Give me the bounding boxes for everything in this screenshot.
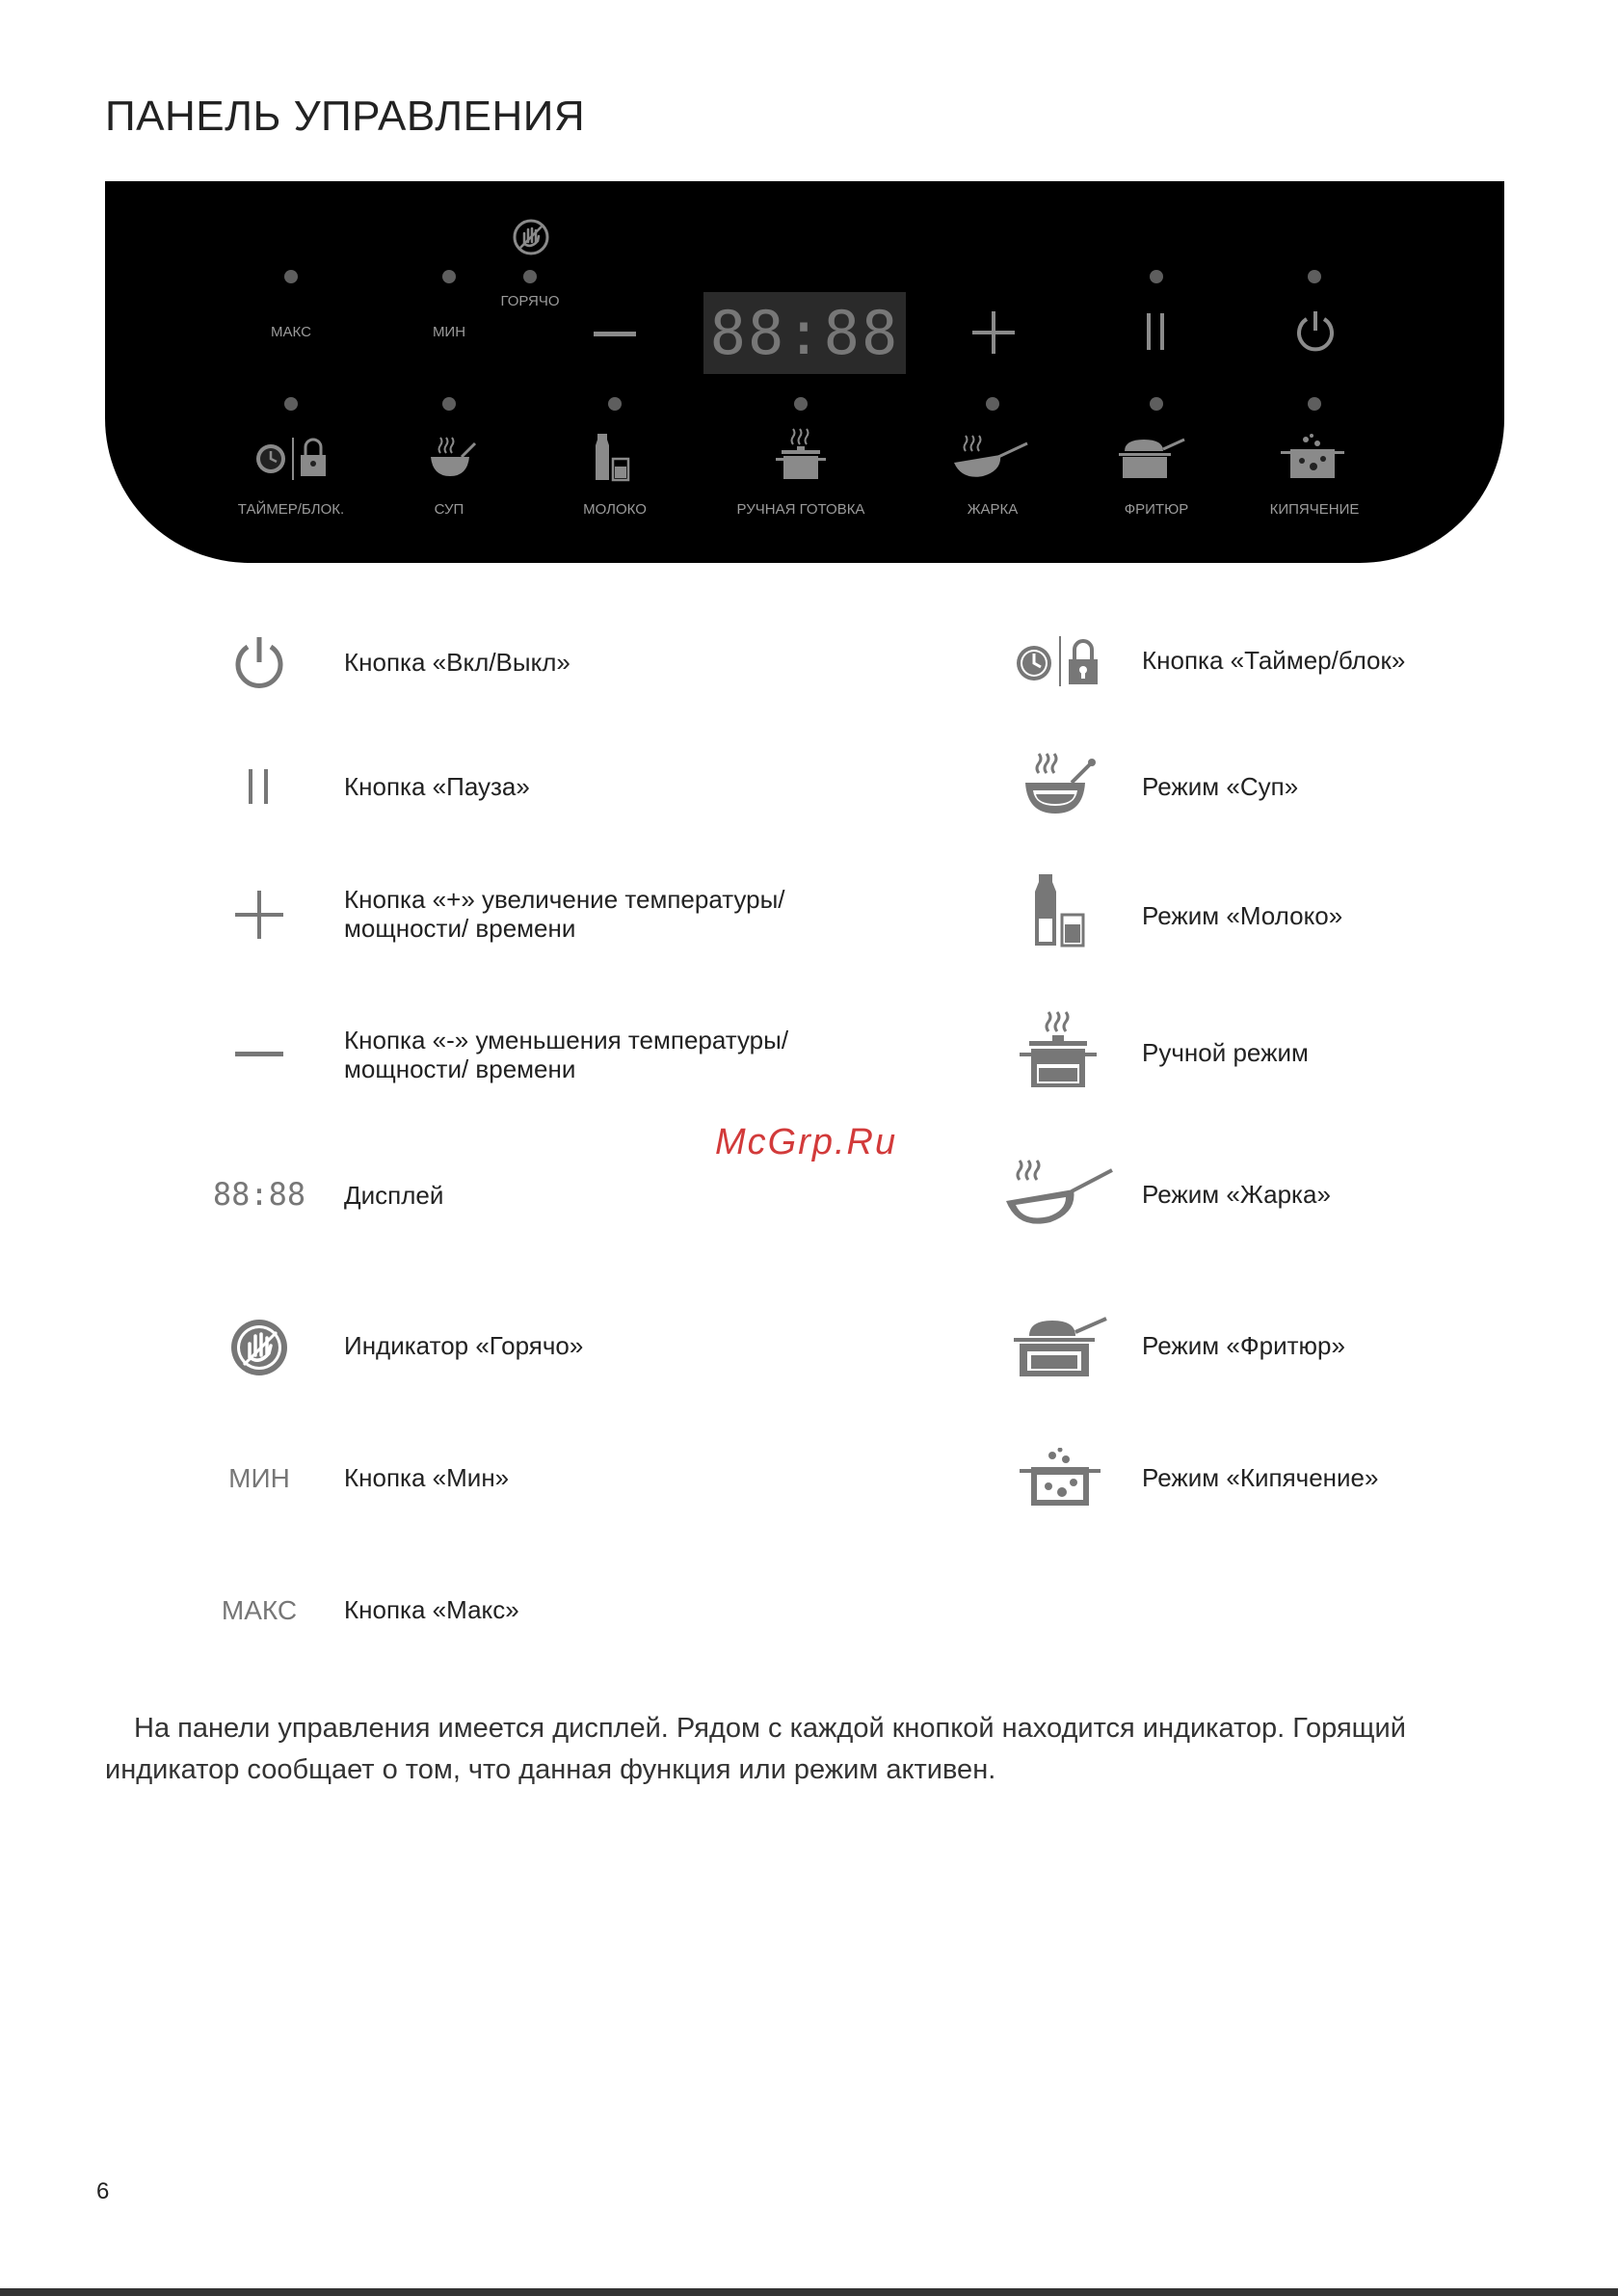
indicator-hot (523, 270, 537, 283)
milk-icon (1031, 874, 1089, 948)
page-title: ПАНЕЛЬ УПРАВЛЕНИЯ (105, 93, 586, 140)
legend-display-text: Дисплей (344, 1181, 444, 1210)
minus-icon (235, 1051, 283, 1058)
legend-deep-fry-text: Режим «Фритюр» (1142, 1331, 1345, 1360)
legend-plus-text: Кнопка «+» увеличение температуры/ мощности/ времени (344, 885, 785, 943)
plus-button[interactable] (972, 311, 1015, 354)
mode-label-soup: СУП (434, 501, 464, 518)
timer-lock-icon (1015, 634, 1103, 688)
indicator-max (284, 270, 298, 283)
pause-icon (247, 769, 272, 806)
legend-minus-text: Кнопка «-» уменьшения температуры/ мощности/ времени (344, 1026, 789, 1083)
page-number: 6 (96, 2178, 110, 2204)
pause-button[interactable] (1145, 313, 1168, 352)
max-button[interactable]: МАКС (271, 324, 311, 340)
control-panel (105, 181, 1504, 563)
frying-button[interactable] (952, 434, 1029, 482)
legend-max-text: Кнопка «Макс» (344, 1595, 519, 1624)
legend-boil-text: Режим «Кипячение» (1142, 1463, 1379, 1492)
frying-pan-icon (1004, 1157, 1114, 1230)
min-button[interactable]: МИН (432, 324, 466, 340)
mode-label-deep-fry: ФРИТЮР (1124, 501, 1189, 518)
mode-label-fry: ЖАРКА (967, 501, 1019, 518)
mode-label-timer: ТАЙМЕР/БЛОК. (237, 501, 345, 518)
soup-icon (1021, 752, 1097, 819)
legend-timer-text: Кнопка «Таймер/блок» (1142, 646, 1406, 675)
legend-power-text: Кнопка «Вкл/Выкл» (344, 648, 570, 677)
hot-label: ГОРЯЧО (500, 293, 560, 309)
hot-hand-icon (228, 1317, 290, 1378)
legend-manual-text: Ручной режим (1142, 1038, 1309, 1067)
manual-cooking-button[interactable] (774, 427, 828, 483)
max-icon: МАКС (221, 1595, 298, 1625)
boiling-button[interactable] (1279, 434, 1348, 482)
indicator-deep-fry (1150, 397, 1163, 411)
timer-lock-button[interactable] (254, 434, 332, 482)
mode-label-manual: РУЧНАЯ ГОТОВКА (736, 501, 865, 518)
indicator-milk (608, 397, 622, 411)
legend-fry-text: Режим «Жарка» (1142, 1180, 1331, 1209)
indicator-fry (986, 397, 999, 411)
legend-pause-text: Кнопка «Пауза» (344, 772, 530, 801)
hot-hand-icon (512, 218, 550, 256)
pot-icon (1020, 1010, 1097, 1091)
legend-soup-text: Режим «Суп» (1142, 772, 1299, 801)
boiling-icon (1020, 1448, 1101, 1508)
legend-hot-text: Индикатор «Горячо» (344, 1331, 584, 1360)
indicator-pause (1150, 270, 1163, 283)
indicator-soup (442, 397, 456, 411)
mode-label-boil: КИПЯЧЕНИЕ (1269, 501, 1360, 518)
milk-button[interactable] (592, 434, 634, 482)
deep-fryer-icon (1010, 1313, 1110, 1378)
indicator-timer (284, 397, 298, 411)
indicator-power (1308, 270, 1321, 283)
deep-fry-button[interactable] (1115, 434, 1186, 482)
minus-button[interactable] (594, 331, 636, 338)
display (703, 292, 906, 374)
display-value: 88:88 (709, 298, 900, 368)
indicator-boil (1308, 397, 1321, 411)
watermark: McGrp.Ru (715, 1122, 898, 1162)
indicator-manual (794, 397, 808, 411)
plus-icon (235, 891, 283, 939)
power-icon (232, 635, 286, 691)
display-icon: 88:88 (212, 1176, 306, 1213)
power-button[interactable] (1293, 309, 1338, 354)
soup-button[interactable] (427, 434, 477, 482)
legend-min-text: Кнопка «Мин» (344, 1463, 510, 1492)
mode-label-milk: МОЛОКО (583, 501, 647, 518)
indicator-min (442, 270, 456, 283)
note-paragraph: На панели управления имеется дисплей. Рядом с каждой кнопкой находится индикатор. Горящий индикатор сообщает о том, что данная функция или режим активен. (105, 1713, 1406, 1785)
min-icon: МИН (228, 1463, 290, 1493)
legend-milk-text: Режим «Молоко» (1142, 901, 1343, 930)
bottom-rule (0, 2288, 1618, 2296)
